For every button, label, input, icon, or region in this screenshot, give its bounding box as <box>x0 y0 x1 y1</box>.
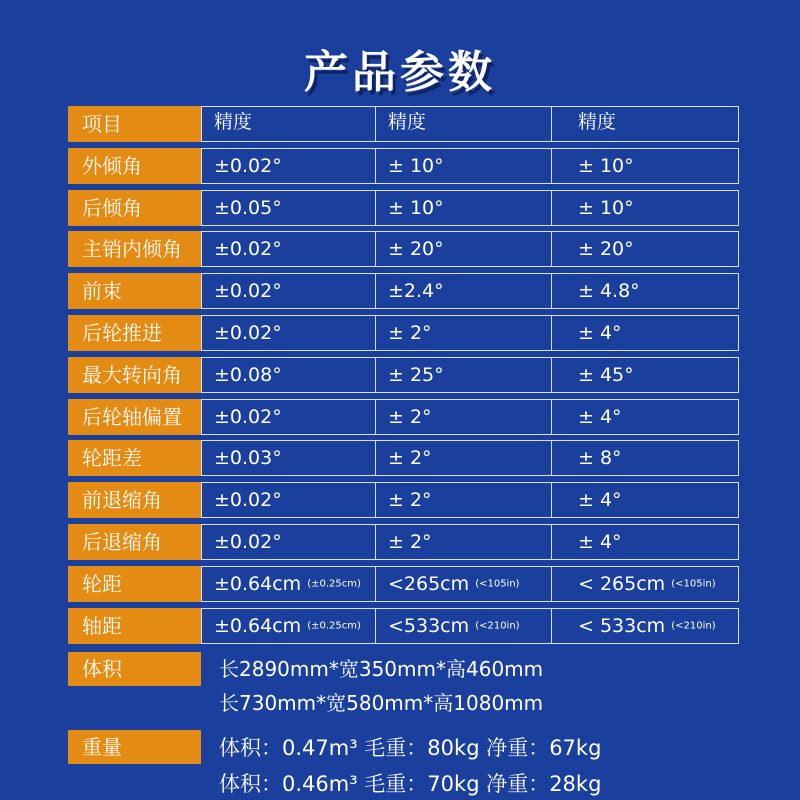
row-col3: ± 45° <box>552 357 739 393</box>
row-label: 外倾角 <box>68 148 201 184</box>
weight-line-2: 体积：0.46m³ 毛重：70kg 净重：28kg <box>219 771 602 796</box>
row-col1: ±0.02° <box>201 482 376 518</box>
table-row <box>68 231 742 267</box>
row-col1: ±0.02° <box>201 315 376 351</box>
header-col1: 精度 <box>201 106 376 142</box>
row-col1: ±0.02° <box>201 524 376 560</box>
row-label: 前束 <box>68 273 201 309</box>
track-col3-note: (<105in) <box>671 578 716 590</box>
table-row <box>68 357 742 393</box>
row-col3: ± 8° <box>552 440 739 476</box>
table-header-row <box>68 106 742 142</box>
weight-label: 重量 <box>68 730 201 764</box>
row-col3: ± 10° <box>552 148 739 184</box>
wheelbase-col3-note: (<210in) <box>671 620 716 632</box>
row-col2: ± 2° <box>376 524 552 560</box>
row-col1: ±0.02° <box>201 231 376 267</box>
row-col2: ± 2° <box>376 399 552 435</box>
track-col1-note: (±0.25cm) <box>307 578 361 590</box>
row-col3: ± 4.8° <box>552 273 739 309</box>
row-label: 主销内倾角 <box>68 231 201 267</box>
volume-label: 体积 <box>68 652 201 686</box>
header-label: 项目 <box>68 106 201 142</box>
row-col3: ± 4° <box>552 482 739 518</box>
row-col2: ± 20° <box>376 231 552 267</box>
table-row <box>68 399 742 435</box>
row-label: 后退缩角 <box>68 524 201 560</box>
spec-table <box>68 106 742 800</box>
row-col2: ± 2° <box>376 482 552 518</box>
row-col1: ±0.05° <box>201 190 376 226</box>
table-row <box>68 315 742 351</box>
table-row <box>68 482 742 518</box>
row-col1: ±0.02° <box>201 399 376 435</box>
row-col3: ± 20° <box>552 231 739 267</box>
row-col1: ±0.02° <box>201 148 376 184</box>
weight-lines <box>201 730 601 800</box>
table-row <box>68 273 742 309</box>
wheelbase-col2 <box>376 608 552 644</box>
row-col1: ±0.02° <box>201 273 376 309</box>
row-label: 后倾角 <box>68 190 201 226</box>
row-label: 最大转向角 <box>68 357 201 393</box>
row-col3: ± 4° <box>552 315 739 351</box>
table-row <box>68 148 742 184</box>
table-row <box>68 190 742 226</box>
row-label: 前退缩角 <box>68 482 201 518</box>
wheelbase-col2-value: <533cm <box>388 614 470 637</box>
track-col1 <box>201 566 376 602</box>
table-row <box>68 524 742 560</box>
track-row <box>68 566 742 602</box>
header-col3: 精度 <box>552 106 739 142</box>
track-label: 轮距 <box>68 566 201 602</box>
track-col2 <box>376 566 552 602</box>
wheelbase-col2-note: (<210in) <box>475 620 520 632</box>
track-col3-value: < 265cm <box>578 572 666 595</box>
row-col1: ±0.08° <box>201 357 376 393</box>
wheelbase-label: 轴距 <box>68 608 201 644</box>
row-col3: ± 4° <box>552 399 739 435</box>
header-col2: 精度 <box>376 106 552 142</box>
row-col3: ± 10° <box>552 190 739 226</box>
row-label: 轮距差 <box>68 440 201 476</box>
row-col2: ± 10° <box>376 148 552 184</box>
volume-line-1: 长2890mm*宽350mm*高460mm <box>219 656 544 681</box>
wheelbase-col1-value: ±0.64cm <box>214 614 302 637</box>
row-col1: ±0.03° <box>201 440 376 476</box>
row-label: 后轮轴偏置 <box>68 399 201 435</box>
track-col3 <box>552 566 739 602</box>
wheelbase-col1-note: (±0.25cm) <box>307 620 361 632</box>
weight-line-1: 体积：0.47m³ 毛重：80kg 净重：67kg <box>219 735 602 760</box>
weight-section <box>68 730 742 800</box>
row-col2: ± 25° <box>376 357 552 393</box>
wheelbase-row <box>68 608 742 644</box>
volume-lines <box>201 652 543 720</box>
row-col2: ± 2° <box>376 440 552 476</box>
track-col1-value: ±0.64cm <box>214 572 302 595</box>
row-col2: ± 10° <box>376 190 552 226</box>
wheelbase-col1 <box>201 608 376 644</box>
track-col2-value: <265cm <box>388 572 470 595</box>
row-col3: ± 4° <box>552 524 739 560</box>
page-title: 产品参数 <box>304 47 496 98</box>
volume-line-2: 长730mm*宽580mm*高1080mm <box>219 690 544 715</box>
row-col2: ± 2° <box>376 315 552 351</box>
row-label: 后轮推进 <box>68 315 201 351</box>
volume-section <box>68 652 742 720</box>
track-col2-note: (<105in) <box>475 578 520 590</box>
wheelbase-col3-value: < 533cm <box>578 614 666 637</box>
table-row <box>68 440 742 476</box>
row-col2: ±2.4° <box>376 273 552 309</box>
wheelbase-col3 <box>552 608 739 644</box>
